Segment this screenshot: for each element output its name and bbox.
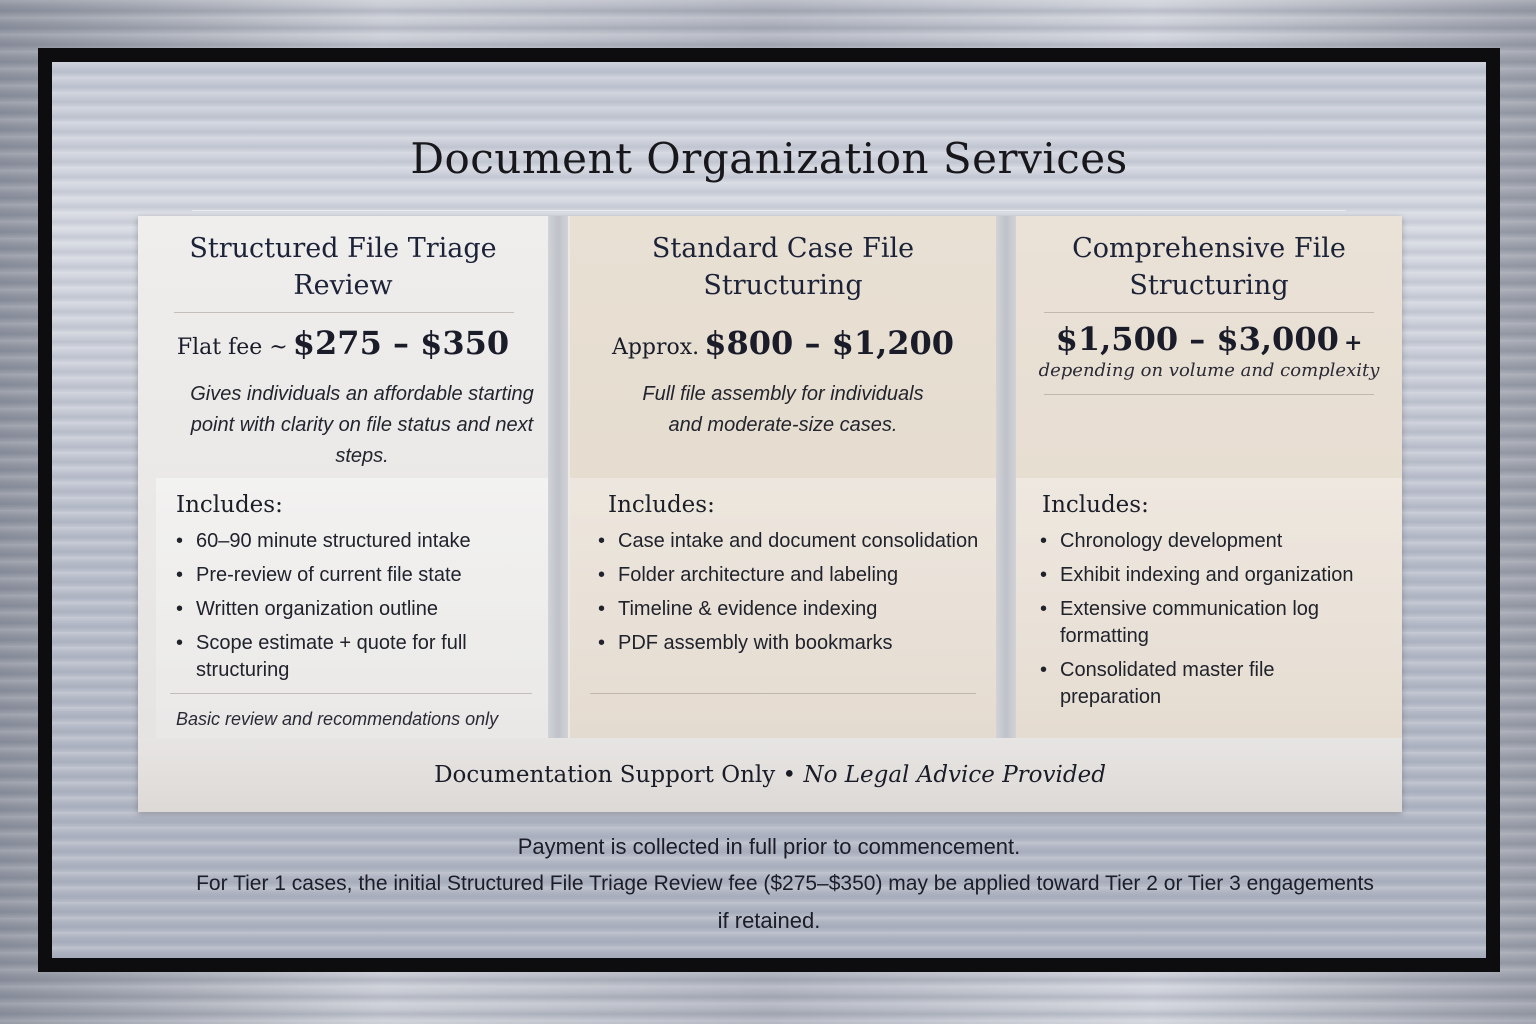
tier-description: Gives individuals an affordable starting point with clarity on file status and next steps. [190,383,534,467]
includes-panel [570,478,996,738]
list-item: • Exhibit indexing and organization [1038,562,1368,589]
list-item: • Written organization outline [174,596,534,623]
panel-divider [590,693,976,694]
list-item: • Case intake and document consolidation [596,528,986,555]
includes-label: Includes: [176,492,283,518]
tier-card-comprehensive [1016,216,1402,738]
list-item: • 60–90 minute structured intake [174,528,534,555]
includes-panel [1016,478,1402,738]
price-amount: $800 – $1,200 [704,324,955,362]
tier-description: Full file assembly for individuals and moderate-size cases. [642,383,924,436]
list-item: • Scope estimate + quote for full structuring [174,630,534,684]
list-item: • Pre-review of current file state [174,562,534,589]
title-divider [1044,312,1374,313]
tier-title [138,230,548,304]
list-item: • PDF assembly with bookmarks [596,630,986,657]
price-amount: $1,500 – $3,000 [1055,320,1339,358]
tier-title-line: Structuring [703,270,863,301]
includes-panel [156,478,548,738]
tier-card-triage [138,216,548,738]
includes-list [1038,528,1368,718]
price-line [1016,320,1402,358]
pricing-board [138,216,1402,812]
banner-text: Documentation Support Only [434,762,776,788]
page-title: Document Organization Services [410,134,1128,183]
list-item: • Timeline & evidence indexing [596,596,986,623]
tier-title-line: Structured File Triage [189,233,497,264]
content-area [52,62,1486,958]
banner-separator: • [782,762,797,788]
price-suffix: + [1343,330,1363,356]
tier-card-standard [570,216,996,738]
title-divider [192,210,1346,211]
list-item: • Chronology development [1038,528,1368,555]
tier-title-line: Comprehensive File [1072,233,1346,264]
column-divider [548,216,568,738]
outer-frame [38,48,1500,972]
footer-line: Payment is collected in full prior to commencement. [517,834,1021,859]
column-divider [996,216,1016,738]
includes-list [596,528,986,664]
price-divider [1044,394,1374,395]
list-item: • Extensive communication log formatting [1038,596,1368,650]
tier-note: Basic review and recommendations only [176,709,499,729]
tier-title-line: Structuring [1129,270,1289,301]
list-item: • Folder architecture and labeling [596,562,986,589]
price-subtext: depending on volume and complexity [1038,360,1380,381]
banner-emphasis: No Legal Advice Provided [803,762,1106,788]
price-amount: $275 – $350 [292,324,510,362]
includes-label: Includes: [1042,492,1149,518]
footer-line: For Tier 1 cases, the initial Structured File Triage Review fee ($275–$350) may be applied toward Tier 2 or Tier 3 engagements [196,872,1374,895]
footer-line: if retained. [717,908,821,933]
includes-list [174,528,534,691]
list-item: • Consolidated master file preparation [1038,657,1368,711]
tier-title-line: Standard Case File [651,233,915,264]
includes-label: Includes: [608,492,715,518]
price-line [570,324,996,362]
note-divider [170,693,532,694]
tier-title-line: Review [293,270,393,301]
title-divider [174,312,514,313]
price-line [138,324,548,362]
price-prefix: Flat fee ~ [176,335,288,360]
tier-title [1016,230,1402,304]
tier-title [570,230,996,304]
disclaimer-banner [138,738,1402,812]
price-prefix: Approx. [611,335,700,360]
